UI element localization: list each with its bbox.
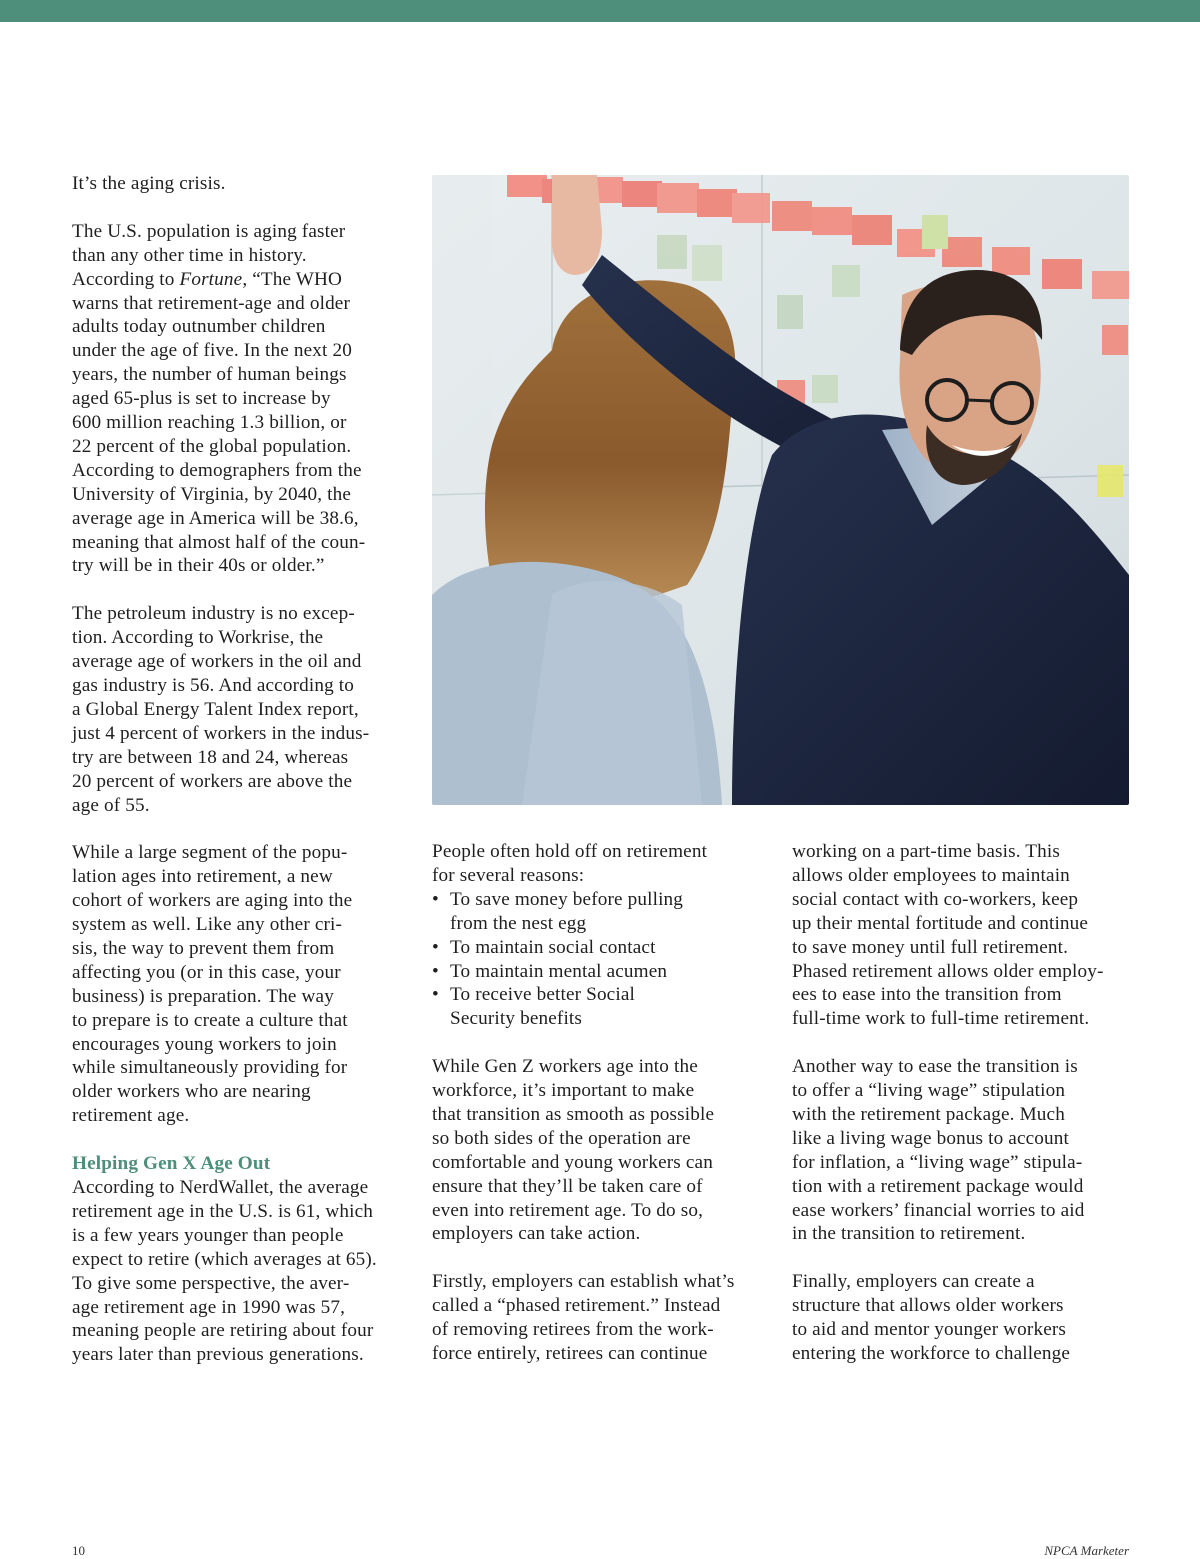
column-2: [432, 840, 777, 1366]
column-3: [792, 840, 1137, 1366]
text-line: ees to ease into the transition from: [792, 984, 1062, 1006]
text-line: with the retirement package. Much: [792, 1103, 1065, 1125]
list-item-continuation: from the nest egg: [450, 912, 587, 934]
text-line: under the age of five. In the next 20: [72, 340, 352, 362]
text-line: ensure that they’ll be taken care of: [432, 1175, 703, 1197]
paragraph: [432, 840, 777, 888]
page-number: 10: [72, 1543, 85, 1558]
text-line: to aid and mentor younger workers: [792, 1319, 1067, 1341]
text-line: business) is preparation. The way: [72, 985, 334, 1007]
text-line: comfortable and young workers can: [432, 1151, 713, 1173]
bullet-icon: •: [432, 960, 439, 982]
text-line: While a large segment of the popu-: [72, 842, 348, 864]
text-line: retirement age.: [72, 1105, 190, 1127]
paragraph: [72, 602, 417, 817]
text-line: entering the workforce to challenge: [792, 1343, 1071, 1364]
text-line: encourages young workers to join: [72, 1033, 337, 1055]
paragraph: [432, 1270, 777, 1366]
section-heading: Helping Gen X Age Out: [72, 1153, 271, 1175]
text-line: full-time work to full-time retirement.: [792, 1008, 1090, 1030]
text-line: just 4 percent of workers in the indus-: [72, 722, 370, 744]
article-photo: [432, 175, 1129, 805]
publication-name: NPCA Marketer: [1044, 1543, 1129, 1558]
text-line: adults today outnumber children: [72, 316, 326, 338]
text-line: is a few years younger than people: [72, 1224, 344, 1246]
text-line: Firstly, employers can establish what’s: [432, 1271, 735, 1293]
text-line: while simultaneously providing for: [72, 1057, 348, 1079]
list-item-continuation: Security benefits: [450, 1008, 583, 1030]
paragraph: [432, 1055, 777, 1246]
text-line: According to NerdWallet, the average: [72, 1177, 369, 1198]
text-line: According to Fortune, “The WHO: [72, 268, 343, 290]
paragraph: [72, 172, 417, 196]
text-line: older workers who are nearing: [72, 1081, 311, 1103]
text-line: system as well. Like any other cri-: [72, 914, 343, 936]
list-item: • To save money before pulling: [432, 888, 684, 910]
bullet-icon: •: [432, 984, 439, 1006]
text-line: The petroleum industry is no excep-: [72, 603, 355, 625]
text-line: warns that retirement-age and older: [72, 292, 351, 314]
text-line: employers can take action.: [432, 1223, 641, 1245]
text-line: age retirement age in 1990 was 57,: [72, 1296, 346, 1318]
text-line: up their mental fortitude and continue: [792, 912, 1089, 934]
text-line: The U.S. population is aging faster: [72, 220, 346, 242]
text-line: Another way to ease the transition is: [792, 1056, 1078, 1078]
text-line: workforce, it’s important to make: [432, 1080, 695, 1102]
paragraph: [792, 840, 1137, 1031]
text-line: that transition as smooth as possible: [432, 1103, 715, 1125]
paragraph: [72, 1176, 417, 1367]
list-item: • To maintain social contact: [432, 936, 656, 958]
text-line: social contact with co-workers, keep: [792, 888, 1079, 910]
text-line: meaning people are retiring about four: [72, 1320, 374, 1342]
text-line: aged 65-plus is set to increase by: [72, 388, 331, 410]
text-line: ease workers’ financial worries to aid: [792, 1199, 1085, 1221]
text-line: tion with a retirement package would: [792, 1175, 1084, 1197]
text-line: so both sides of the operation are: [432, 1127, 691, 1149]
text-line: for several reasons:: [432, 864, 585, 886]
paragraph: [72, 220, 417, 579]
text-line: average age in America will be 38.6,: [72, 507, 359, 529]
header-accent-bar: [0, 0, 1200, 22]
column-1: [72, 172, 417, 1367]
text-line: University of Virginia, by 2040, the: [72, 483, 352, 505]
text-line: gas industry is 56. And according to: [72, 675, 354, 696]
text-line: People often hold off on retirement: [432, 841, 708, 862]
text-line: than any other time in history.: [72, 244, 307, 266]
italic-title: Fortune: [179, 268, 243, 290]
text-line: 600 million reaching 1.3 billion, or: [72, 412, 347, 434]
text-line: cohort of workers are aging into the: [72, 890, 353, 912]
text-line: to prepare is to create a culture that: [72, 1009, 348, 1031]
text-line: structure that allows older workers: [792, 1295, 1064, 1317]
text-line: to save money until full retirement.: [792, 936, 1069, 958]
text-line: average age of workers in the oil and: [72, 651, 362, 673]
text-line: Finally, employers can create a: [792, 1271, 1035, 1293]
text-line: age of 55.: [72, 794, 150, 816]
text-line: to offer a “living wage” stipulation: [792, 1080, 1066, 1102]
text-line: To give some perspective, the aver-: [72, 1272, 350, 1294]
text-line: for inflation, a “living wage” stipula-: [792, 1151, 1083, 1173]
bullet-icon: •: [432, 888, 439, 910]
text-line: in the transition to retirement.: [792, 1223, 1026, 1245]
text-line: force entirely, retirees can continue: [432, 1343, 708, 1364]
text-line: tion. According to Workrise, the: [72, 627, 324, 649]
text-line: While Gen Z workers age into the: [432, 1056, 698, 1078]
text-line: try will be in their 40s or older.”: [72, 555, 325, 577]
text-line: of removing retirees from the work-: [432, 1319, 714, 1341]
text-line: Phased retirement allows older employ-: [792, 960, 1104, 982]
text-line: According to demographers from the: [72, 459, 362, 481]
text-line: 22 percent of the global population.: [72, 435, 352, 457]
text-line: affecting you (or in this case, your: [72, 961, 341, 983]
text-line: years, the number of human beings: [72, 364, 347, 386]
text-line: years later than previous generations.: [72, 1344, 364, 1366]
text-line: 20 percent of workers are above the: [72, 770, 353, 792]
text-line: even into retirement age. To do so,: [432, 1199, 704, 1221]
list-item: • To maintain mental acumen: [432, 960, 668, 982]
text-line: lation ages into retirement, a new: [72, 866, 333, 888]
paragraph: [792, 1270, 1137, 1366]
text-line: expect to retire (which averages at 65).: [72, 1248, 377, 1270]
list-item: • To receive better Social: [432, 984, 635, 1006]
text-line: called a “phased retirement.” Instead: [432, 1295, 721, 1317]
text-line: try are between 18 and 24, whereas: [72, 746, 349, 768]
bullet-list: [432, 888, 777, 1031]
text-line: working on a part-time basis. This: [792, 841, 1061, 862]
text-line: It’s the aging crisis.: [72, 173, 226, 194]
paragraph: [72, 841, 417, 1128]
text-line: like a living wage bonus to account: [792, 1127, 1070, 1149]
text-line: sis, the way to prevent them from: [72, 937, 335, 959]
paragraph: [792, 1055, 1137, 1246]
text-line: meaning that almost half of the coun-: [72, 531, 366, 553]
bullet-icon: •: [432, 936, 439, 958]
text-line: allows older employees to maintain: [792, 864, 1070, 886]
text-line: retirement age in the U.S. is 61, which: [72, 1200, 374, 1222]
text-line: a Global Energy Talent Index report,: [72, 698, 359, 720]
